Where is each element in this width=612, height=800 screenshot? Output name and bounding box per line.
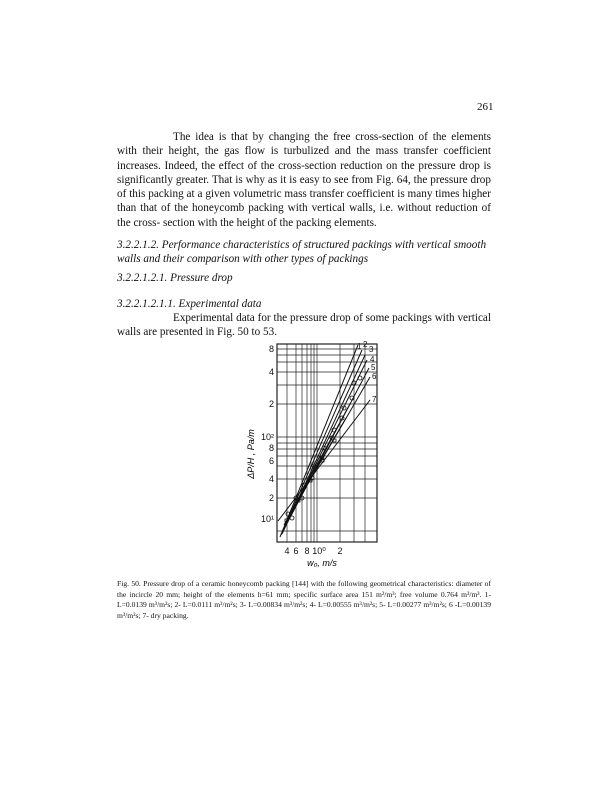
- y-tick-label: 6: [268, 456, 274, 466]
- curve-label-6: 6: [372, 372, 377, 381]
- y-tick-label: 8: [268, 344, 274, 354]
- y-tick-label: 4: [268, 474, 274, 484]
- y-tick-label: 2: [268, 399, 274, 409]
- x-tick-labels: [284, 546, 342, 556]
- curve-label-3: 3: [369, 345, 374, 354]
- x-tick-label: 2: [337, 546, 343, 556]
- curve-1: [280, 345, 358, 537]
- y-tick-label: 4: [268, 367, 274, 377]
- curve-label-1: 1: [357, 342, 362, 351]
- x-tick-label: 10⁰: [312, 546, 326, 556]
- curve-label-7: 7: [372, 395, 377, 404]
- y-tick-label: 10²: [260, 432, 274, 442]
- y-tick-label: 2: [268, 493, 274, 503]
- y-tick-labels: [261, 344, 274, 524]
- section-heading-experimental-data: 3.2.2.1.2.1.1. Experimental data: [117, 298, 262, 310]
- page-number: 261: [477, 101, 494, 113]
- figure-caption: Fig. 50. Pressure drop of a ceramic honeycomb packing [144] with the following geometrical characteristics: diameter of the incircle 20 mm; height of the elements h=61 mm; specific surface area 151 m²/m³; free volume 0.764 m³/m³. 1- L=0.0139 m³/m²s; 2- L=0.0111 m³/m²s; 3- L=0.00834 m³/m²s; 4- L=0.00555 m³/m²s; 5- L=0.00277 m³/m²s; 6 -L=0.00139 m³/m²s; 7- dry packing.: [117, 579, 491, 620]
- curve-label-5: 5: [371, 363, 376, 372]
- x-tick-label: 8: [304, 546, 310, 556]
- curve-label-4: 4: [370, 355, 375, 364]
- curve-label-2: 2: [363, 340, 368, 349]
- x-axis-label: w₀, m/s: [307, 558, 337, 568]
- curve-5: [284, 368, 369, 529]
- body-paragraph-1: The idea is that by changing the free cross-section of the elements with their height, the gas flow is turbulized and the mass transfer coefficient increases. Indeed, the effect of the cross-section reduction on the pressure drop is significantly greater. That is why as it is easy to see from Fig. 64, the pressure drop of this packing at a given volumetric mass transfer coefficient is many times higher than that of the honeycomb packing with vertical walls, i.e. without reduction of the cross- section with the height of the packing elements.: [117, 131, 491, 229]
- plot-curves: [278, 345, 370, 537]
- x-tick-label: 4: [284, 546, 290, 556]
- y-tick-label: 10¹: [260, 514, 274, 524]
- y-axis-label: ΔP/H , Pa/m: [246, 429, 256, 479]
- section-heading-pressure-drop: 3.2.2.1.2.1. Pressure drop: [117, 272, 233, 284]
- body-paragraph-2: Experimental data for the pressure drop of some packings with vertical walls are presented in Fig. 50 to 53.: [117, 312, 491, 339]
- x-tick-label: 6: [293, 546, 299, 556]
- figure-50: [230, 338, 390, 570]
- section-heading-3-2-2-1-2: 3.2.2.1.2. Performance characteristics of structured packings with vertical smooth walls and their comparison with other types of packings: [117, 239, 487, 266]
- y-tick-label: 8: [268, 443, 274, 453]
- pressure-drop-plot: [230, 338, 390, 570]
